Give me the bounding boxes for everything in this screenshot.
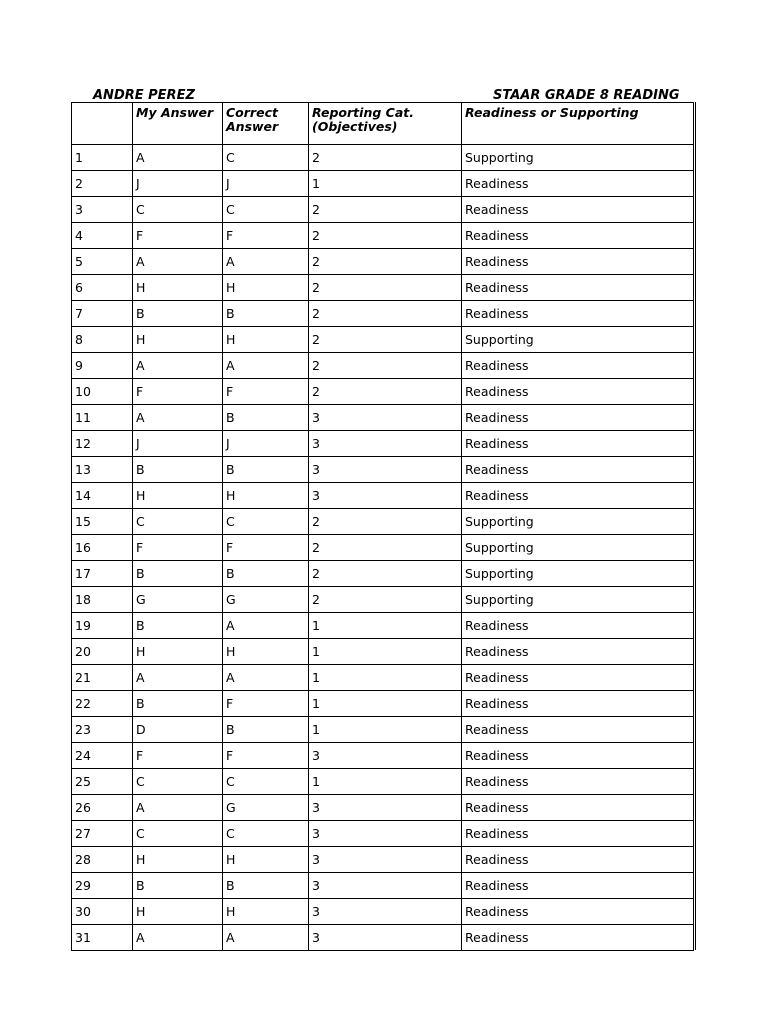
question-number-cell: 24 xyxy=(72,743,133,769)
col-header-reporting-cat: Reporting Cat. (Objectives) xyxy=(309,103,462,145)
correct-answer-cell: C xyxy=(223,821,309,847)
table-row xyxy=(72,561,694,587)
question-number-cell: 11 xyxy=(72,405,133,431)
readiness-type-cell: Readiness xyxy=(462,457,694,483)
my-answer-cell: H xyxy=(133,327,223,353)
correct-answer-cell: A xyxy=(223,665,309,691)
readiness-type-cell: Readiness xyxy=(462,483,694,509)
table-row xyxy=(72,431,694,457)
readiness-type-cell: Supporting xyxy=(462,535,694,561)
question-number-cell: 21 xyxy=(72,665,133,691)
correct-answer-cell: H xyxy=(223,327,309,353)
question-number-cell: 13 xyxy=(72,457,133,483)
question-number-cell: 17 xyxy=(72,561,133,587)
reporting-category-cell: 3 xyxy=(309,847,462,873)
my-answer-cell: A xyxy=(133,795,223,821)
my-answer-cell: H xyxy=(133,847,223,873)
my-answer-cell: B xyxy=(133,561,223,587)
question-number-cell: 5 xyxy=(72,249,133,275)
my-answer-cell: F xyxy=(133,223,223,249)
reporting-category-cell: 1 xyxy=(309,717,462,743)
question-number-cell: 10 xyxy=(72,379,133,405)
table-row xyxy=(72,665,694,691)
reporting-category-cell: 3 xyxy=(309,925,462,951)
table-row xyxy=(72,899,694,925)
readiness-type-cell: Readiness xyxy=(462,925,694,951)
readiness-type-cell: Readiness xyxy=(462,821,694,847)
correct-answer-cell: F xyxy=(223,379,309,405)
my-answer-cell: C xyxy=(133,821,223,847)
correct-answer-cell: A xyxy=(223,925,309,951)
table-row xyxy=(72,639,694,665)
table-row xyxy=(72,769,694,795)
reporting-category-cell: 2 xyxy=(309,197,462,223)
correct-answer-cell: A xyxy=(223,353,309,379)
reporting-category-cell: 3 xyxy=(309,431,462,457)
reporting-category-cell: 1 xyxy=(309,171,462,197)
readiness-type-cell: Readiness xyxy=(462,899,694,925)
my-answer-cell: B xyxy=(133,301,223,327)
readiness-type-cell: Readiness xyxy=(462,743,694,769)
reporting-category-cell: 3 xyxy=(309,483,462,509)
table-row xyxy=(72,327,694,353)
correct-answer-cell: B xyxy=(223,405,309,431)
readiness-type-cell: Supporting xyxy=(462,561,694,587)
readiness-type-cell: Readiness xyxy=(462,405,694,431)
table-row xyxy=(72,353,694,379)
my-answer-cell: B xyxy=(133,873,223,899)
table-row xyxy=(72,717,694,743)
correct-answer-cell: G xyxy=(223,587,309,613)
reporting-category-cell: 2 xyxy=(309,353,462,379)
my-answer-cell: J xyxy=(133,171,223,197)
test-title: STAAR GRADE 8 READING xyxy=(493,88,680,103)
table-row xyxy=(72,457,694,483)
correct-answer-cell: B xyxy=(223,301,309,327)
question-number-cell: 30 xyxy=(72,899,133,925)
my-answer-cell: G xyxy=(133,587,223,613)
table-row xyxy=(72,613,694,639)
my-answer-cell: H xyxy=(133,275,223,301)
my-answer-cell: F xyxy=(133,743,223,769)
correct-answer-cell: B xyxy=(223,873,309,899)
table-body xyxy=(72,145,694,951)
reporting-category-cell: 3 xyxy=(309,821,462,847)
readiness-type-cell: Readiness xyxy=(462,301,694,327)
question-number-cell: 27 xyxy=(72,821,133,847)
readiness-type-cell: Readiness xyxy=(462,639,694,665)
readiness-type-cell: Readiness xyxy=(462,769,694,795)
reporting-category-cell: 2 xyxy=(309,561,462,587)
my-answer-cell: B xyxy=(133,613,223,639)
table-row xyxy=(72,171,694,197)
correct-answer-cell: F xyxy=(223,691,309,717)
correct-answer-cell: H xyxy=(223,899,309,925)
readiness-type-cell: Supporting xyxy=(462,327,694,353)
readiness-type-cell: Readiness xyxy=(462,223,694,249)
question-number-cell: 18 xyxy=(72,587,133,613)
reporting-category-cell: 3 xyxy=(309,457,462,483)
readiness-type-cell: Readiness xyxy=(462,613,694,639)
readiness-type-cell: Readiness xyxy=(462,717,694,743)
my-answer-cell: D xyxy=(133,717,223,743)
readiness-type-cell: Readiness xyxy=(462,691,694,717)
question-number-cell: 29 xyxy=(72,873,133,899)
my-answer-cell: B xyxy=(133,691,223,717)
readiness-type-cell: Readiness xyxy=(462,249,694,275)
my-answer-cell: H xyxy=(133,899,223,925)
col-header-readiness: Readiness or Supporting xyxy=(462,103,694,145)
table-right-edge xyxy=(695,102,696,950)
question-number-cell: 9 xyxy=(72,353,133,379)
table-row xyxy=(72,743,694,769)
correct-answer-cell: B xyxy=(223,717,309,743)
reporting-category-cell: 1 xyxy=(309,613,462,639)
question-number-cell: 1 xyxy=(72,145,133,171)
my-answer-cell: F xyxy=(133,379,223,405)
correct-answer-cell: H xyxy=(223,275,309,301)
reporting-category-cell: 2 xyxy=(309,145,462,171)
col-header-correct-answer: Correct Answer xyxy=(223,103,309,145)
table-row xyxy=(72,275,694,301)
correct-answer-cell: A xyxy=(223,613,309,639)
table-row xyxy=(72,795,694,821)
my-answer-cell: A xyxy=(133,145,223,171)
my-answer-cell: H xyxy=(133,639,223,665)
reporting-category-cell: 3 xyxy=(309,873,462,899)
table-row xyxy=(72,535,694,561)
readiness-type-cell: Readiness xyxy=(462,873,694,899)
correct-answer-cell: C xyxy=(223,197,309,223)
table-row xyxy=(72,847,694,873)
table-row xyxy=(72,821,694,847)
readiness-type-cell: Readiness xyxy=(462,197,694,223)
reporting-category-cell: 2 xyxy=(309,249,462,275)
table-row xyxy=(72,483,694,509)
question-number-cell: 7 xyxy=(72,301,133,327)
my-answer-cell: C xyxy=(133,197,223,223)
correct-answer-cell: J xyxy=(223,431,309,457)
question-number-cell: 26 xyxy=(72,795,133,821)
correct-answer-cell: H xyxy=(223,639,309,665)
readiness-type-cell: Readiness xyxy=(462,795,694,821)
correct-answer-cell: J xyxy=(223,171,309,197)
reporting-category-cell: 2 xyxy=(309,301,462,327)
correct-answer-cell: C xyxy=(223,145,309,171)
correct-answer-cell: A xyxy=(223,249,309,275)
student-name: ANDRE PEREZ xyxy=(93,88,195,103)
table-row xyxy=(72,145,694,171)
question-number-cell: 14 xyxy=(72,483,133,509)
my-answer-cell: A xyxy=(133,925,223,951)
answer-table xyxy=(71,102,694,951)
correct-answer-cell: B xyxy=(223,457,309,483)
reporting-category-cell: 3 xyxy=(309,743,462,769)
reporting-category-cell: 2 xyxy=(309,535,462,561)
reporting-category-cell: 2 xyxy=(309,223,462,249)
readiness-type-cell: Readiness xyxy=(462,171,694,197)
readiness-type-cell: Supporting xyxy=(462,509,694,535)
my-answer-cell: B xyxy=(133,457,223,483)
my-answer-cell: C xyxy=(133,509,223,535)
my-answer-cell: A xyxy=(133,353,223,379)
readiness-type-cell: Readiness xyxy=(462,847,694,873)
question-number-cell: 16 xyxy=(72,535,133,561)
my-answer-cell: J xyxy=(133,431,223,457)
reporting-category-cell: 2 xyxy=(309,327,462,353)
table-row xyxy=(72,197,694,223)
reporting-category-cell: 1 xyxy=(309,769,462,795)
readiness-type-cell: Supporting xyxy=(462,587,694,613)
table-row xyxy=(72,301,694,327)
col-header-my-answer: My Answer xyxy=(133,103,223,145)
question-number-cell: 20 xyxy=(72,639,133,665)
question-number-cell: 19 xyxy=(72,613,133,639)
question-number-cell: 4 xyxy=(72,223,133,249)
my-answer-cell: A xyxy=(133,249,223,275)
reporting-category-cell: 3 xyxy=(309,405,462,431)
question-number-cell: 23 xyxy=(72,717,133,743)
reporting-category-cell: 2 xyxy=(309,587,462,613)
reporting-category-cell: 3 xyxy=(309,795,462,821)
question-number-cell: 28 xyxy=(72,847,133,873)
question-number-cell: 8 xyxy=(72,327,133,353)
table-row xyxy=(72,925,694,951)
readiness-type-cell: Supporting xyxy=(462,145,694,171)
reporting-category-cell: 1 xyxy=(309,665,462,691)
correct-answer-cell: B xyxy=(223,561,309,587)
question-number-cell: 6 xyxy=(72,275,133,301)
correct-answer-cell: F xyxy=(223,223,309,249)
readiness-type-cell: Readiness xyxy=(462,665,694,691)
table-row xyxy=(72,379,694,405)
reporting-category-cell: 2 xyxy=(309,275,462,301)
table-row xyxy=(72,587,694,613)
table-row xyxy=(72,873,694,899)
reporting-category-cell: 1 xyxy=(309,639,462,665)
correct-answer-cell: C xyxy=(223,509,309,535)
readiness-type-cell: Readiness xyxy=(462,379,694,405)
correct-answer-cell: C xyxy=(223,769,309,795)
readiness-type-cell: Readiness xyxy=(462,353,694,379)
my-answer-cell: A xyxy=(133,405,223,431)
question-number-cell: 12 xyxy=(72,431,133,457)
question-number-cell: 3 xyxy=(72,197,133,223)
correct-answer-cell: F xyxy=(223,535,309,561)
table-row xyxy=(72,223,694,249)
readiness-type-cell: Readiness xyxy=(462,431,694,457)
my-answer-cell: C xyxy=(133,769,223,795)
reporting-category-cell: 2 xyxy=(309,509,462,535)
readiness-type-cell: Readiness xyxy=(462,275,694,301)
reporting-category-cell: 2 xyxy=(309,379,462,405)
reporting-category-cell: 1 xyxy=(309,691,462,717)
correct-answer-cell: F xyxy=(223,743,309,769)
col-header-number xyxy=(72,103,133,145)
reporting-category-cell: 3 xyxy=(309,899,462,925)
table-row xyxy=(72,405,694,431)
correct-answer-cell: G xyxy=(223,795,309,821)
table-row xyxy=(72,249,694,275)
question-number-cell: 2 xyxy=(72,171,133,197)
question-number-cell: 25 xyxy=(72,769,133,795)
question-number-cell: 31 xyxy=(72,925,133,951)
my-answer-cell: H xyxy=(133,483,223,509)
question-number-cell: 22 xyxy=(72,691,133,717)
my-answer-cell: F xyxy=(133,535,223,561)
table-row xyxy=(72,509,694,535)
my-answer-cell: A xyxy=(133,665,223,691)
correct-answer-cell: H xyxy=(223,483,309,509)
question-number-cell: 15 xyxy=(72,509,133,535)
table-header-row xyxy=(72,103,694,145)
correct-answer-cell: H xyxy=(223,847,309,873)
table-row xyxy=(72,691,694,717)
